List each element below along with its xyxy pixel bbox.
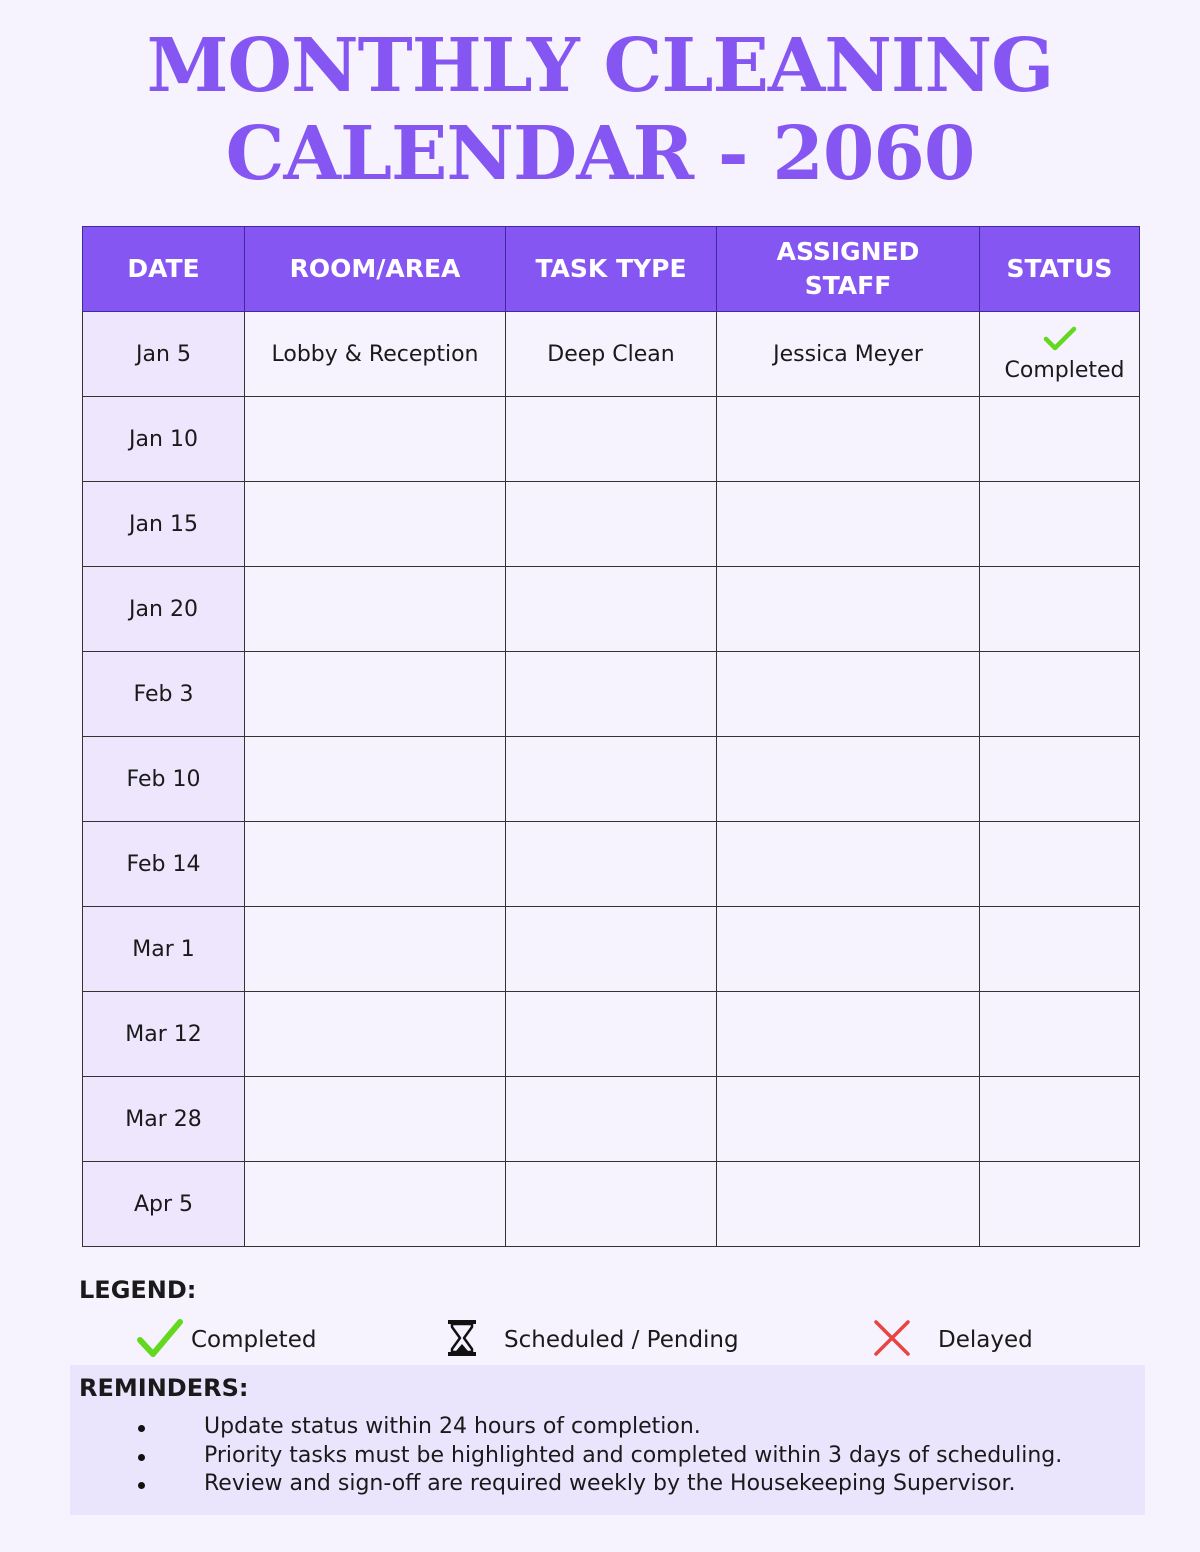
task-type-cell[interactable] xyxy=(506,737,717,822)
status-cell[interactable] xyxy=(980,482,1140,567)
reminders-title: REMINDERS: xyxy=(79,1374,249,1402)
room-area-cell[interactable]: Lobby & Reception xyxy=(245,312,506,397)
title-line-1: MONTHLY CLEANING xyxy=(146,23,1054,109)
assigned-staff-cell[interactable] xyxy=(717,822,980,907)
header-date: DATE xyxy=(83,227,245,312)
status-cell[interactable] xyxy=(980,312,1140,397)
header-room-area: ROOM/AREA xyxy=(245,227,506,312)
table-row xyxy=(83,567,1140,652)
task-type-cell[interactable] xyxy=(506,652,717,737)
status-cell[interactable] xyxy=(980,992,1140,1077)
table-row xyxy=(83,652,1140,737)
status-cell[interactable] xyxy=(980,397,1140,482)
assigned-staff-cell[interactable] xyxy=(717,652,980,737)
table-row xyxy=(83,482,1140,567)
legend-item-delayed xyxy=(872,1318,1033,1362)
assigned-staff-cell[interactable] xyxy=(717,567,980,652)
assigned-staff-cell[interactable] xyxy=(717,1162,980,1247)
date-cell[interactable]: Feb 10 xyxy=(83,737,245,822)
table-row xyxy=(83,1077,1140,1162)
assigned-staff-cell[interactable] xyxy=(717,907,980,992)
room-area-cell[interactable] xyxy=(245,1077,506,1162)
header-task-type: TASK TYPE xyxy=(506,227,717,312)
task-type-cell[interactable] xyxy=(506,1077,717,1162)
date-cell[interactable]: Jan 10 xyxy=(83,397,245,482)
room-area-cell[interactable] xyxy=(245,1162,506,1247)
task-type-cell[interactable] xyxy=(506,992,717,1077)
date-cell[interactable]: Mar 12 xyxy=(83,992,245,1077)
status-cell[interactable] xyxy=(980,1077,1140,1162)
legend-label-scheduled-pending: Scheduled / Pending xyxy=(504,1327,739,1353)
reminders-list xyxy=(70,1413,1062,1499)
check-icon xyxy=(137,1318,183,1362)
assigned-staff-cell[interactable] xyxy=(717,992,980,1077)
table-header-row xyxy=(83,227,1140,312)
date-cell[interactable]: Feb 3 xyxy=(83,652,245,737)
task-type-cell[interactable] xyxy=(506,397,717,482)
cross-icon xyxy=(872,1318,912,1362)
assigned-staff-cell[interactable] xyxy=(717,482,980,567)
table-row xyxy=(83,1162,1140,1247)
table-row xyxy=(83,397,1140,482)
status-text: Completed xyxy=(1004,357,1125,383)
room-area-cell[interactable] xyxy=(245,907,506,992)
room-area-cell[interactable] xyxy=(245,482,506,567)
date-cell[interactable]: Mar 1 xyxy=(83,907,245,992)
legend-item-scheduled-pending xyxy=(446,1318,739,1362)
task-type-cell[interactable] xyxy=(506,907,717,992)
legend-title: LEGEND: xyxy=(79,1276,197,1304)
status-cell[interactable] xyxy=(980,1162,1140,1247)
date-cell[interactable]: Jan 15 xyxy=(83,482,245,567)
table-row xyxy=(83,992,1140,1077)
reminders-box xyxy=(70,1365,1145,1515)
reminder-item: Review and sign-off are required weekly by the Housekeeping Supervisor. xyxy=(70,1470,1062,1499)
room-area-cell[interactable] xyxy=(245,652,506,737)
date-cell[interactable]: Jan 5 xyxy=(83,312,245,397)
legend-item-completed xyxy=(137,1318,316,1362)
room-area-cell[interactable] xyxy=(245,992,506,1077)
page-title xyxy=(0,22,1200,198)
status-cell[interactable] xyxy=(980,822,1140,907)
table-row xyxy=(83,312,1140,397)
task-type-cell[interactable] xyxy=(506,482,717,567)
date-cell[interactable]: Mar 28 xyxy=(83,1077,245,1162)
date-cell[interactable]: Apr 5 xyxy=(83,1162,245,1247)
header-assigned-staff: ASSIGNED STAFF xyxy=(717,227,980,312)
legend-label-delayed: Delayed xyxy=(938,1327,1033,1353)
task-type-cell[interactable]: Deep Clean xyxy=(506,312,717,397)
legend-label-completed: Completed xyxy=(191,1327,317,1353)
assigned-staff-cell[interactable] xyxy=(717,1077,980,1162)
task-type-cell[interactable] xyxy=(506,1162,717,1247)
hourglass-icon xyxy=(446,1318,478,1362)
status-cell[interactable] xyxy=(980,652,1140,737)
room-area-cell[interactable] xyxy=(245,737,506,822)
header-status: STATUS xyxy=(980,227,1140,312)
room-area-cell[interactable] xyxy=(245,822,506,907)
title-line-2: CALENDAR - 2060 xyxy=(225,111,975,197)
status-cell[interactable] xyxy=(980,907,1140,992)
room-area-cell[interactable] xyxy=(245,567,506,652)
table-row xyxy=(83,822,1140,907)
cleaning-calendar-table xyxy=(82,226,1140,1247)
date-cell[interactable]: Feb 14 xyxy=(83,822,245,907)
check-icon xyxy=(986,326,1133,357)
assigned-staff-cell[interactable] xyxy=(717,737,980,822)
status-cell[interactable] xyxy=(980,737,1140,822)
room-area-cell[interactable] xyxy=(245,397,506,482)
reminder-item: Update status within 24 hours of completion. xyxy=(70,1413,1062,1442)
status-cell[interactable] xyxy=(980,567,1140,652)
reminder-item: Priority tasks must be highlighted and completed within 3 days of scheduling. xyxy=(70,1442,1062,1471)
assigned-staff-cell[interactable] xyxy=(717,397,980,482)
table-row xyxy=(83,737,1140,822)
date-cell[interactable]: Jan 20 xyxy=(83,567,245,652)
table-row xyxy=(83,907,1140,992)
task-type-cell[interactable] xyxy=(506,822,717,907)
assigned-staff-cell[interactable]: Jessica Meyer xyxy=(717,312,980,397)
task-type-cell[interactable] xyxy=(506,567,717,652)
